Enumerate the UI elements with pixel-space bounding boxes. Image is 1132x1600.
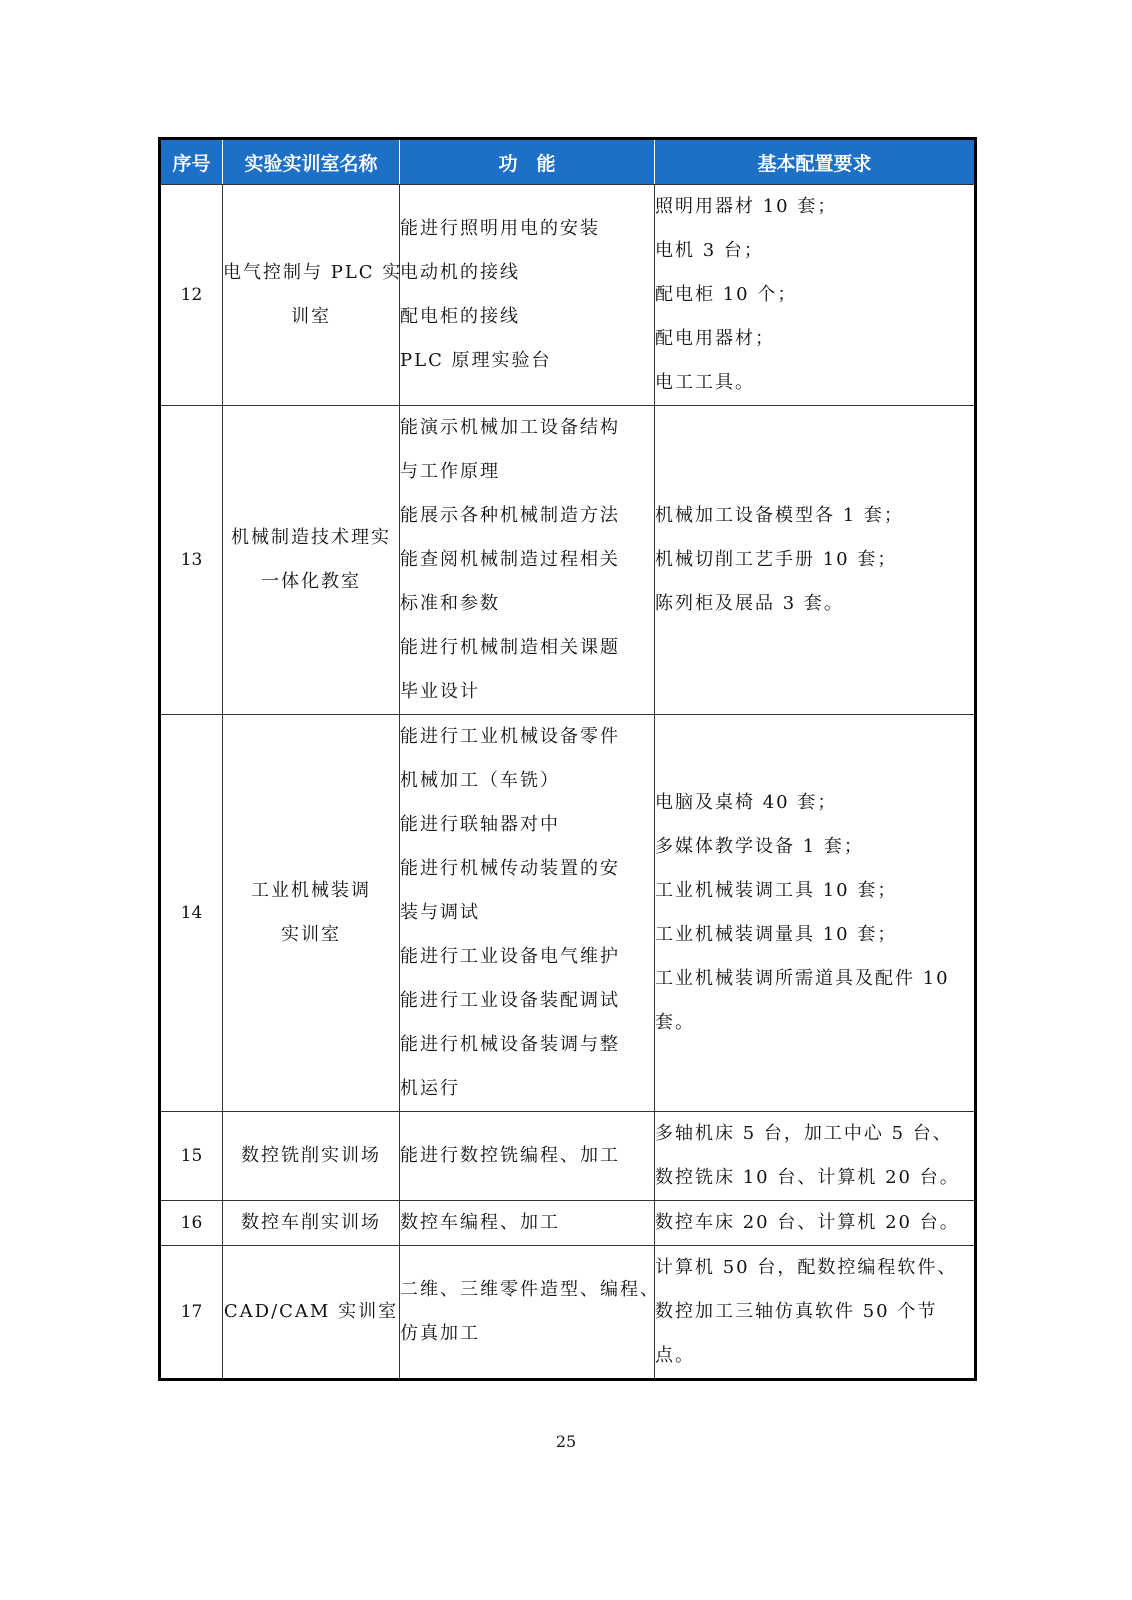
cell-requirements-line: 电机 3 台；	[655, 240, 764, 261]
cell-requirements-line: 数控车床 20 台、计算机 20 台。	[655, 1212, 960, 1233]
cell-function-line: 机械加工（车铣）	[400, 770, 560, 791]
cell-lab-name-line: 数控铣削实训场	[241, 1145, 381, 1166]
cell-function-line: 机运行	[400, 1078, 460, 1099]
table-row	[160, 715, 976, 1112]
cell-function-line: 电动机的接线	[400, 262, 520, 283]
cell-requirements-line: 电工工具。	[655, 372, 755, 393]
cell-lab-name-line: 实训室	[281, 924, 341, 945]
cell-function-line: 能进行机械制造相关课题	[400, 637, 620, 658]
cell-function-line: 能进行数控铣编程、加工	[400, 1145, 620, 1166]
cell-requirements-line: 点。	[655, 1345, 695, 1366]
cell-lab-name	[223, 715, 400, 1112]
cell-requirements-line: 工业机械装调工具 10 套；	[655, 880, 898, 901]
cell-function	[400, 406, 655, 715]
cell-requirements	[655, 1201, 976, 1246]
cell-requirements-line: 陈列柜及展品 3 套。	[655, 593, 844, 614]
cell-requirements-line: 工业机械装调量具 10 套；	[655, 924, 898, 945]
cell-function	[400, 1201, 655, 1246]
cell-serial: 15	[160, 1112, 223, 1201]
cell-function-line: 数控车编程、加工	[400, 1212, 560, 1233]
cell-requirements-line: 套。	[655, 1012, 695, 1033]
cell-function-line: 能进行工业设备装配调试	[400, 990, 620, 1011]
cell-requirements-line: 机械加工设备模型各 1 套；	[655, 505, 904, 526]
cell-requirements-line: 数控铣床 10 台、计算机 20 台。	[655, 1167, 960, 1188]
cell-function-line: 能演示机械加工设备结构	[400, 417, 620, 438]
cell-lab-name-line: 数控车削实训场	[241, 1212, 381, 1233]
cell-requirements-line: 配电用器材；	[655, 328, 775, 349]
cell-requirements	[655, 185, 976, 406]
cell-lab-name	[223, 185, 403, 406]
cell-requirements-line: 配电柜 10 个；	[655, 284, 798, 305]
cell-serial: 16	[160, 1201, 223, 1246]
cell-function-line: 装与调试	[400, 902, 480, 923]
cell-lab-name	[223, 1201, 400, 1246]
cell-function-line: 能进行工业设备电气维护	[400, 946, 620, 967]
cell-serial: 12	[160, 185, 223, 406]
cell-lab-name-line: 训室	[291, 306, 331, 327]
cell-requirements-line: 计算机 50 台，配数控编程软件、	[655, 1257, 958, 1278]
cell-function-line: 能进行照明用电的安装	[400, 218, 600, 239]
cell-function-line: 能进行机械传动装置的安	[400, 858, 620, 879]
cell-function-line: 能查阅机械制造过程相关	[400, 549, 620, 570]
cell-function-line: 能展示各种机械制造方法	[400, 505, 620, 526]
cell-requirements-line: 数控加工三轴仿真软件 50 个节	[655, 1301, 938, 1322]
page-number: 25	[555, 1432, 577, 1451]
cell-lab-name-line: 机械制造技术理实	[231, 527, 391, 548]
cell-lab-name	[223, 1112, 400, 1201]
cell-lab-name-line: 工业机械装调	[251, 880, 371, 901]
table-header-row	[160, 139, 976, 185]
cell-requirements-line: 多轴机床 5 台，加工中心 5 台、	[655, 1123, 953, 1144]
cell-function-line: 标准和参数	[400, 593, 500, 614]
lab-config-table	[158, 137, 977, 1381]
header-serial: 序号	[160, 139, 223, 185]
cell-serial: 13	[160, 406, 223, 715]
header-function: 功 能	[400, 139, 655, 185]
cell-serial: 14	[160, 715, 223, 1112]
table-row	[160, 1246, 976, 1380]
cell-requirements	[655, 1246, 976, 1380]
cell-function	[400, 185, 655, 406]
cell-lab-name	[223, 1246, 400, 1380]
cell-requirements	[655, 715, 976, 1112]
cell-function-line: 能进行联轴器对中	[400, 814, 560, 835]
cell-serial: 17	[160, 1246, 223, 1380]
cell-requirements-line: 照明用器材 10 套；	[655, 196, 838, 217]
cell-requirements-line: 工业机械装调所需道具及配件 10	[655, 968, 950, 989]
cell-lab-name-line: 一体化教室	[261, 571, 361, 592]
table-row	[160, 406, 976, 715]
cell-function-line: 与工作原理	[400, 461, 500, 482]
cell-requirements	[655, 406, 976, 715]
cell-function-line: 能进行机械设备装调与整	[400, 1034, 620, 1055]
cell-requirements-line: 电脑及桌椅 40 套；	[655, 792, 838, 813]
cell-lab-name-line: CAD/CAM 实训室	[223, 1301, 399, 1322]
cell-function-line: PLC 原理实验台	[400, 350, 552, 371]
cell-requirements-line: 机械切削工艺手册 10 套；	[655, 549, 898, 570]
cell-function	[400, 1112, 655, 1201]
table-row	[160, 1201, 976, 1246]
cell-function	[400, 1246, 660, 1380]
cell-lab-name	[223, 406, 400, 715]
cell-requirements	[655, 1112, 976, 1201]
header-requirements: 基本配置要求	[655, 139, 976, 185]
cell-function-line: 配电柜的接线	[400, 306, 520, 327]
cell-function-line: 仿真加工	[400, 1323, 480, 1344]
header-lab-name: 实验实训室名称	[223, 139, 400, 185]
cell-requirements-line: 多媒体教学设备 1 套；	[655, 836, 864, 857]
table-row	[160, 185, 976, 406]
cell-function-line: 毕业设计	[400, 681, 480, 702]
table-body	[160, 185, 976, 1380]
cell-function-line: 二维、三维零件造型、编程、	[400, 1279, 660, 1300]
table-row	[160, 1112, 976, 1201]
cell-function	[400, 715, 655, 1112]
cell-lab-name-line: 电气控制与 PLC 实	[223, 262, 403, 283]
cell-function-line: 能进行工业机械设备零件	[400, 726, 620, 747]
